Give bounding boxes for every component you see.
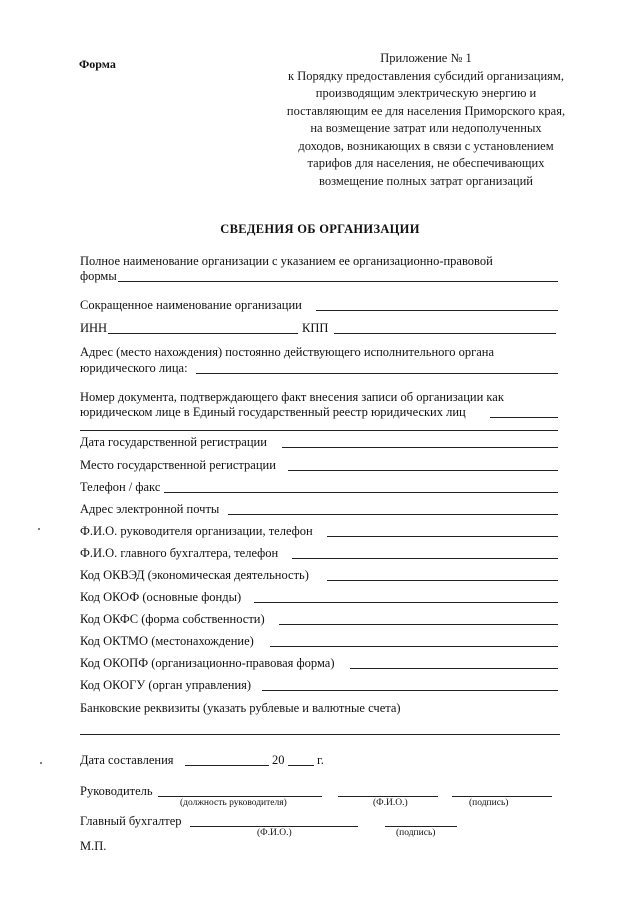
full-name-field[interactable]	[118, 281, 558, 282]
full-name-label: Полное наименование организации с указанием ее организационно-правовой	[80, 254, 493, 268]
head-signature-label: Руководитель	[80, 784, 153, 798]
year-suffix: г.	[317, 753, 324, 767]
reg-place-label: Место государственной регистрации	[80, 458, 276, 472]
appendix-block	[250, 50, 602, 190]
accountant-fio-label: Ф.И.О. главного бухгалтера, телефон	[80, 546, 279, 560]
okved-field[interactable]	[327, 580, 558, 581]
doc-number-label: Номер документа, подтверждающего факт внесения записи об организации как	[80, 390, 504, 404]
head-signature-field[interactable]	[452, 796, 552, 797]
accountant-fio-caption: (Ф.И.О.)	[257, 828, 292, 838]
form-label: Форма	[79, 57, 116, 71]
okogu-label: Код ОКОГУ (орган управления)	[80, 678, 252, 692]
date-field[interactable]	[185, 765, 269, 766]
appendix-line: доходов, возникающих в связи с установлением	[298, 138, 554, 153]
address-label: Адрес (место нахождения) постоянно действующего исполнительного органа	[80, 345, 495, 359]
accountant-signature-label: Главный бухгалтер	[80, 814, 182, 828]
oktmo-field[interactable]	[270, 646, 558, 647]
address-label-cont: юридического лица:	[80, 361, 188, 375]
okfs-field[interactable]	[279, 624, 558, 625]
date-label: Дата составления	[80, 753, 174, 767]
scan-speck	[40, 762, 42, 764]
okfs-label: Код ОКФС (форма собственности)	[80, 612, 265, 626]
reg-place-field[interactable]	[288, 470, 558, 471]
kpp-field[interactable]	[334, 333, 556, 334]
short-name-label: Сокращенное наименование организации	[80, 298, 302, 312]
inn-label: ИНН	[80, 321, 108, 335]
head-fio-label: Ф.И.О. руководителя организации, телефон	[80, 524, 313, 538]
full-name-label-cont: формы	[80, 269, 117, 283]
bank-details-label: Банковские реквизиты (указать рублевые и валютные счета)	[80, 701, 401, 715]
oktmo-label: Код ОКТМО (местонахождение)	[80, 634, 254, 648]
phone-fax-label: Телефон / факс	[80, 480, 161, 494]
accountant-signature-field[interactable]	[385, 826, 457, 827]
year-field[interactable]	[288, 765, 314, 766]
kpp-label: КПП	[302, 321, 329, 335]
appendix-line: к Порядку предоставления субсидий организациям,	[288, 68, 564, 83]
accountant-fio-field[interactable]	[292, 558, 558, 559]
head-fio-sign-field[interactable]	[338, 796, 438, 797]
reg-date-label: Дата государственной регистрации	[80, 435, 267, 449]
scan-speck	[38, 528, 40, 530]
head-fio-caption: (Ф.И.О.)	[373, 798, 408, 808]
document-title: СВЕДЕНИЯ ОБ ОРГАНИЗАЦИИ	[220, 222, 420, 236]
appendix-line: Приложение № 1	[380, 51, 472, 65]
okogu-field[interactable]	[262, 690, 558, 691]
short-name-field[interactable]	[316, 310, 558, 311]
doc-number-field[interactable]	[490, 417, 558, 418]
year-prefix: 20	[272, 753, 285, 767]
phone-fax-field[interactable]	[164, 492, 558, 493]
appendix-line: тарифов для населения, не обеспечивающих	[307, 156, 545, 170]
email-label: Адрес электронной почты	[80, 502, 220, 516]
accountant-signature-caption: (подпись)	[396, 828, 436, 838]
head-signature-caption: (подпись)	[469, 798, 509, 808]
appendix-line: поставляющим ее для населения Приморского края,	[286, 103, 566, 118]
appendix-line: на возмещение затрат или недополученных	[310, 121, 542, 135]
doc-number-label-cont: юридическом лице в Единый государственный реестр юридических лиц	[80, 405, 466, 419]
okopf-field[interactable]	[350, 668, 558, 669]
head-position-caption: (должность руководителя)	[180, 798, 287, 808]
doc-number-field-cont[interactable]	[80, 430, 558, 431]
okof-field[interactable]	[254, 602, 558, 603]
okof-label: Код ОКОФ (основные фонды)	[80, 590, 242, 604]
appendix-line: производящим электрическую энергию и	[315, 86, 537, 100]
okved-label: Код ОКВЭД (экономическая деятельность)	[80, 568, 309, 582]
appendix-line: возмещение полных затрат организаций	[319, 173, 533, 188]
bank-details-field[interactable]	[80, 734, 560, 735]
stamp-place-label: М.П.	[80, 839, 107, 853]
okopf-label: Код ОКОПФ (организационно-правовая форма)	[80, 656, 335, 670]
address-field[interactable]	[196, 373, 558, 374]
accountant-fio-sign-field[interactable]	[190, 826, 358, 827]
reg-date-field[interactable]	[282, 447, 558, 448]
email-field[interactable]	[228, 514, 558, 515]
head-position-field[interactable]	[158, 796, 322, 797]
head-fio-field[interactable]	[327, 536, 558, 537]
inn-field[interactable]	[108, 333, 298, 334]
